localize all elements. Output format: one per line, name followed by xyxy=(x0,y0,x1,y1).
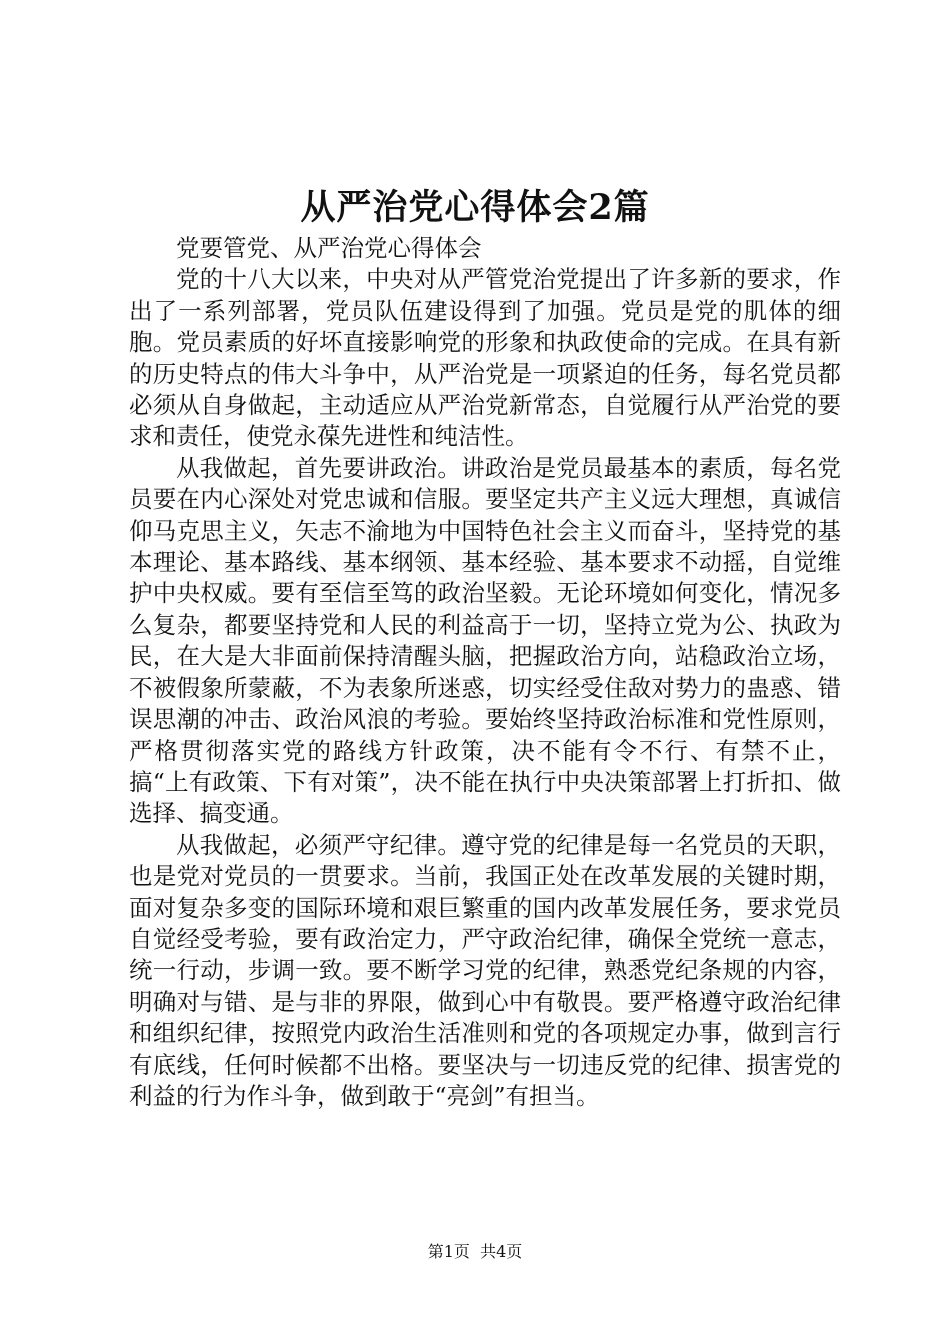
page-footer xyxy=(0,1240,950,1264)
paragraph: 党的十八大以来，中央对从严管党治党提出了许多新的要求，作出了一系列部署，党员队伍建设得到了加强。党员是党的肌体的细胞。党员素质的好坏直接影响党的形象和执政使命的完成。在具有新的历史特点的伟大斗争中，从严治党是一项紧迫的任务，每名党员都必须从自身做起，主动适应从严治党新常态，自觉履行从严治党的要求和责任，使党永葆先进性和纯洁性。 xyxy=(129,265,841,451)
page-title: 从严治党心得体会2篇 xyxy=(300,187,650,228)
page-number: 第1页 共4页 xyxy=(427,1242,523,1261)
paragraph: 从我做起，必须严守纪律。遵守党的纪律是每一名党员的天职，也是党对党员的一贯要求。当前，我国正处在改革发展的关键时期，面对复杂多变的国际环境和艰巨繁重的国内改革发展任务，要求党员自觉经受考验，要有政治定力，严守政治纪律，确保全党统一意志，统一行动，步调一致。要不断学习党的纪律，熟悉党纪条规的内容，明确对与错、是与非的界限，做到心中有敬畏。要严格遵守政治纪律和组织纪律，按照党内政治生活准则和党的各项规定办事，做到言行有底线，任何时候都不出格。要坚决与一切违反党的纪律、损害党的利益的行为作斗争，做到敢于“亮剑”有担当。 xyxy=(129,830,841,1110)
document-body xyxy=(129,233,841,1112)
paragraph: 从我做起，首先要讲政治。讲政治是党员最基本的素质，每名党员要在内心深处对党忠诚和信服。要坚定共产主义远大理想，真诚信仰马克思主义，矢志不渝地为中国特色社会主义而奋斗，坚持党的基本理论、基本路线、基本纲领、基本经验、基本要求不动摇，自觉维护中央权威。要有至信至笃的政治坚毅。无论环境如何变化，情况多么复杂，都要坚持党和人民的利益高于一切，坚持立党为公、执政为民，在大是大非面前保持清醒头脑，把握政治方向，站稳政治立场，不被假象所蒙蔽，不为表象所迷惑，切实经受住敌对势力的蛊惑、错误思潮的冲击、政治风浪的考验。要始终坚持政治标准和党性原则，严格贯彻落实党的路线方针政策，决不能有令不行、有禁不止，搞“上有政策、下有对策”，决不能在执行中央决策部署上打折扣、做选择、搞变通。 xyxy=(129,453,841,828)
section-heading: 党要管党、从严治党心得体会 xyxy=(176,234,482,262)
